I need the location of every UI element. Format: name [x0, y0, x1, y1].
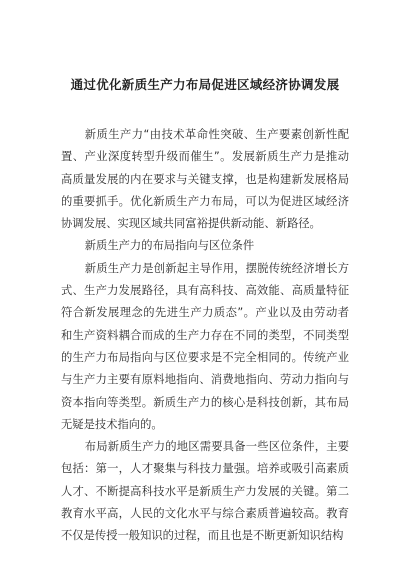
section-heading-layout-orientation: 新质生产力的布局指向与区位条件 [84, 239, 255, 253]
paragraph-location-conditions: 布局新质生产力的地区需要具备一些区位条件，主要包括：第一，人才聚集与科技力量强。培养或吸引高素质人才、不断提高科技水平是新质生产力发展的关键。第二教育水平高，人民的文化水平与综合素质普遍较高。教育不仅是传授一般知识的过程，而且也是不断更新知识结构 [61, 440, 349, 543]
paragraph-intro: 新质生产力“由技术革命性突破、生产要素创新性配置、产业深度转型升级而催生”。发展新质生产力是推动高质量发展的内在要求与关键支撑，也是构建新发展格局的重要抓手。优化新质生产力布局，可以为促进区域经济协调发展、实现区域共同富裕提供新动能、新路径。 [61, 128, 349, 231]
document-title: 通过优化新质生产力布局促进区域经济协调发展 [70, 77, 340, 92]
paragraph-layout-orientation: 新质生产力是创新起主导作用，摆脱传统经济增长方式、生产力发展路径，具有高科技、高效能、高质量特征符合新发展理念的先进生产力质态”。产业以及由劳动者和生产资料耦合而成的生产力存在不同的类型，不同类型的生产力布局指向与区位要求是不完全相同的。传统产业与生产力主要有原料地指向、消费地指向、劳动力指向与资本指向等类型。新质生产力的核心是科技创新，其布局无疑是技术指向的。 [61, 261, 349, 431]
document-body [61, 124, 349, 548]
